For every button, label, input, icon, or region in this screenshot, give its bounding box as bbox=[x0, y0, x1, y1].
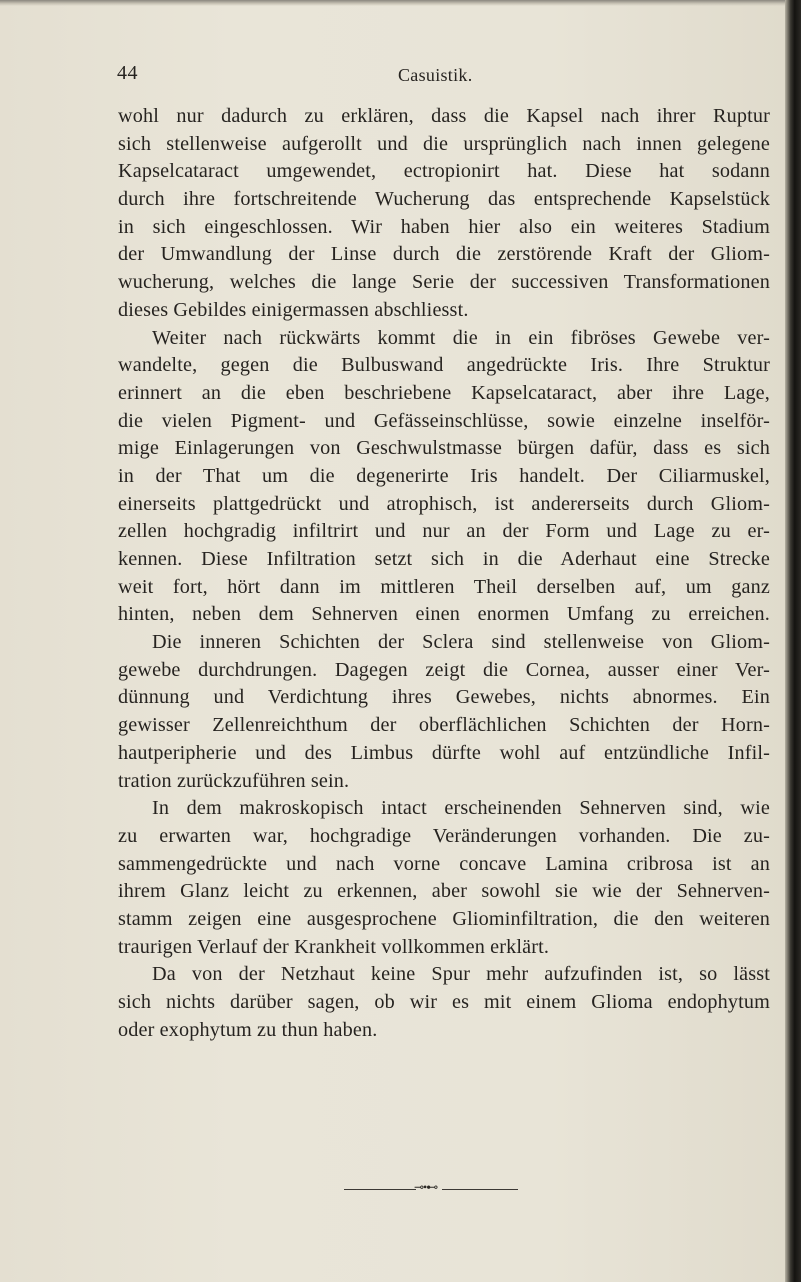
text-line: kennen. Diese Infiltration setzt sich in die Aderhaut eine Strecke bbox=[118, 548, 770, 570]
body-text bbox=[118, 103, 770, 1044]
text-line: wandelte, gegen die Bulbuswand angedrückte Iris. Ihre Struktur bbox=[118, 354, 770, 377]
text-line: erinnert an die eben beschriebene Kapselcataract, aber ihre Lage, bbox=[118, 381, 770, 404]
text-line: oder exophytum zu thun haben. bbox=[118, 1018, 378, 1041]
text-line: tration zurückzuführen sein. bbox=[118, 769, 350, 792]
text-line: Kapselcataract umgewendet, ectropionirt hat. Diese hat sodann bbox=[118, 160, 770, 183]
text-line: In dem makroskopisch intact erscheinenden Sehnerven sind, wie bbox=[152, 797, 770, 820]
text-line: dünnung und Verdichtung ihres Gewebes, nichts abnormes. Ein bbox=[118, 686, 770, 709]
text-line: stamm zeigen eine ausgesprochene Gliominfiltration, die den weiteren bbox=[118, 907, 770, 930]
text-line: traurigen Verlauf der Krankheit vollkommen erklärt. bbox=[118, 935, 550, 958]
text-line: einerseits plattgedrückt und atrophisch, ist andererseits durch Gliom- bbox=[118, 492, 770, 515]
page-top-shadow bbox=[0, 0, 785, 6]
text-line: hautperipherie und des Limbus dürfte wohl auf entzündliche Infil- bbox=[118, 741, 770, 764]
text-line: mige Einlagerungen von Geschwulstmasse bürgen dafür, dass es sich bbox=[118, 437, 770, 460]
end-ornament bbox=[344, 1180, 518, 1194]
text-line: hinten, neben dem Sehnerven einen enormen Umfang zu erreichen. bbox=[118, 603, 770, 626]
text-line: der Umwandlung der Linse durch die zerstörende Kraft der Gliom- bbox=[118, 243, 770, 266]
text-line: sich nichts darüber sagen, ob wir es mit einem Glioma endophytum bbox=[118, 991, 770, 1013]
text-line: zellen hochgradig infiltrirt und nur an der Form und Lage zu er- bbox=[118, 520, 770, 543]
running-title: Casuistik. bbox=[398, 65, 473, 85]
page-header bbox=[0, 62, 785, 92]
text-line: durch ihre fortschreitende Wucherung das entsprechende Kapselstück bbox=[118, 188, 770, 211]
text-line: zu erwarten war, hochgradige Veränderungen vorhanden. Die zu- bbox=[118, 824, 770, 847]
text-line: wucherung, welches die lange Serie der successiven Transformationen bbox=[118, 271, 770, 294]
text-line: Da von der Netzhaut keine Spur mehr aufzufinden ist, so lässt bbox=[152, 963, 770, 986]
text-line: in der That um die degenerirte Iris handelt. Der Ciliarmuskel, bbox=[118, 464, 770, 487]
text-line: dieses Gebildes einigermassen abschliesst. bbox=[118, 298, 469, 321]
text-line: ihrem Glanz leicht zu erkennen, aber sowohl sie wie der Sehnerven- bbox=[118, 880, 770, 903]
text-line: in sich eingeschlossen. Wir haben hier also ein weiteres Stadium bbox=[118, 215, 770, 238]
page-number: 44 bbox=[117, 62, 138, 84]
text-line: Weiter nach rückwärts kommt die in ein fibröses Gewebe ver- bbox=[152, 326, 770, 349]
text-line: Die inneren Schichten der Sclera sind stellenweise von Gliom- bbox=[152, 631, 770, 654]
text-line: gewisser Zellenreichthum der oberflächlichen Schichten der Horn- bbox=[118, 714, 770, 737]
text-line: sammengedrückte und nach vorne concave Lamina cribrosa ist an bbox=[118, 852, 770, 875]
text-line: gewebe durchdrungen. Dagegen zeigt die Cornea, ausser einer Ver- bbox=[118, 658, 770, 681]
ornament-rule-right bbox=[442, 1189, 518, 1190]
text-line: sich stellenweise aufgerollt und die ursprünglich nach innen gelegene bbox=[118, 132, 770, 155]
text-line: wohl nur dadurch zu erklären, dass die Kapsel nach ihrer Ruptur bbox=[118, 105, 770, 127]
text-line: weit fort, hört dann im mittleren Theil derselben auf, um ganz bbox=[118, 575, 770, 598]
ornament-rule-left bbox=[344, 1189, 416, 1190]
ornament-glyph: ⊸•⊷ bbox=[414, 1180, 438, 1194]
book-spine-edge bbox=[785, 0, 801, 1282]
text-line: die vielen Pigment- und Gefässeinschlüsse, sowie einzelne inselför- bbox=[118, 409, 770, 432]
